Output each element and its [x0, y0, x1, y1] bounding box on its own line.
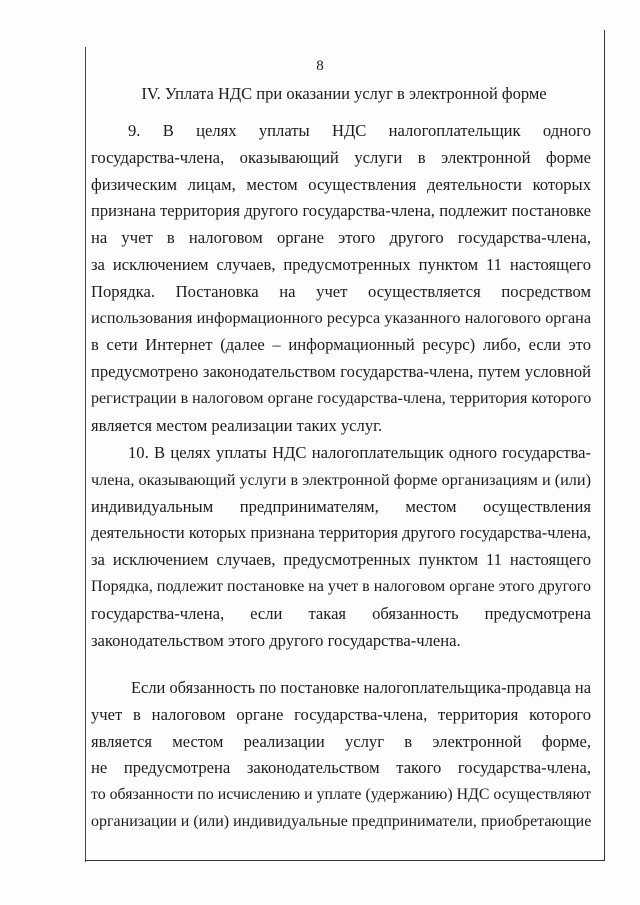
paragraph-line: 9. В целях уплаты НДС налогоплательщик одного	[128, 121, 591, 140]
paragraph-continuation	[91, 675, 591, 836]
paragraph-line: члена, оказывающий услуги в электронной форме организациям и (или)	[91, 470, 591, 489]
paragraph-line: признана территория другого государства-члена, подлежит постановке	[91, 201, 591, 221]
paragraph-line: предусмотрено законодательством государства-члена, путем условной	[91, 362, 591, 382]
page-frame-left-border	[85, 47, 86, 862]
paragraph-line: то обязанности по исчислению и уплате (удержанию) НДС осуществляют	[91, 786, 591, 804]
paragraph-line: за исключением случаев, предусмотренных пунктом 11 настоящего	[91, 550, 591, 570]
paragraph-10	[91, 440, 591, 654]
paragraph-line: индивидуальным предпринимателям, местом осуществления	[91, 496, 591, 516]
paragraph-line: Порядка. Постановка на учет осуществляется посредством	[91, 281, 591, 301]
page-frame-right-border	[604, 30, 605, 860]
paragraph-line: в сети Интернет (далее – информационный ресурс) либо, если это	[91, 335, 591, 355]
paragraph-line: использования информационного ресурса указанного налогового органа	[91, 309, 591, 327]
paragraph-line: 10. В целях уплаты НДС налогоплательщик одного государства-	[128, 443, 591, 462]
paragraph-line: является местом реализации услуг в электронной форме,	[91, 731, 591, 751]
paragraph-line: за исключением случаев, предусмотренных пунктом 11 настоящего	[91, 254, 591, 274]
paragraph-line: на учет в налоговом органе этого другого государства-члена,	[91, 228, 591, 248]
paragraph-line: регистрации в налоговом органе государства-члена, территория которого	[91, 389, 592, 407]
paragraph-line: учет в налоговом органе государства-члена, территория которого	[91, 704, 591, 724]
paragraph-line: законодательством этого другого государства-члена.	[91, 630, 461, 650]
page-frame-bottom-border	[85, 860, 605, 861]
paragraph-line: является местом реализации таких услуг.	[91, 415, 383, 435]
paragraph-line: Если обязанность по постановке налогоплательщика-продавца на	[131, 678, 591, 697]
paragraph-line: государства-члена, если такая обязанность предусмотрена	[91, 603, 591, 623]
paragraph-line: Порядка, подлежит постановке на учет в налоговом органе этого другого	[91, 577, 592, 595]
page-number: 8	[316, 58, 324, 74]
paragraph-line: государства-члена, оказывающий услуги в электронной форме	[91, 147, 591, 167]
paragraph-line: физическим лицам, местом осуществления деятельности которых	[91, 174, 591, 194]
paragraph-line: организации и (или) индивидуальные предприниматели, приобретающие	[91, 812, 592, 830]
paragraph-9	[91, 118, 591, 440]
paragraph-line: не предусмотрена законодательством такого государства-члена,	[91, 758, 591, 778]
paragraph-line: деятельности которых признана территория другого государства-члена,	[91, 523, 591, 543]
section-heading: IV. Уплата НДС при оказании услуг в электронной форме	[141, 84, 547, 103]
